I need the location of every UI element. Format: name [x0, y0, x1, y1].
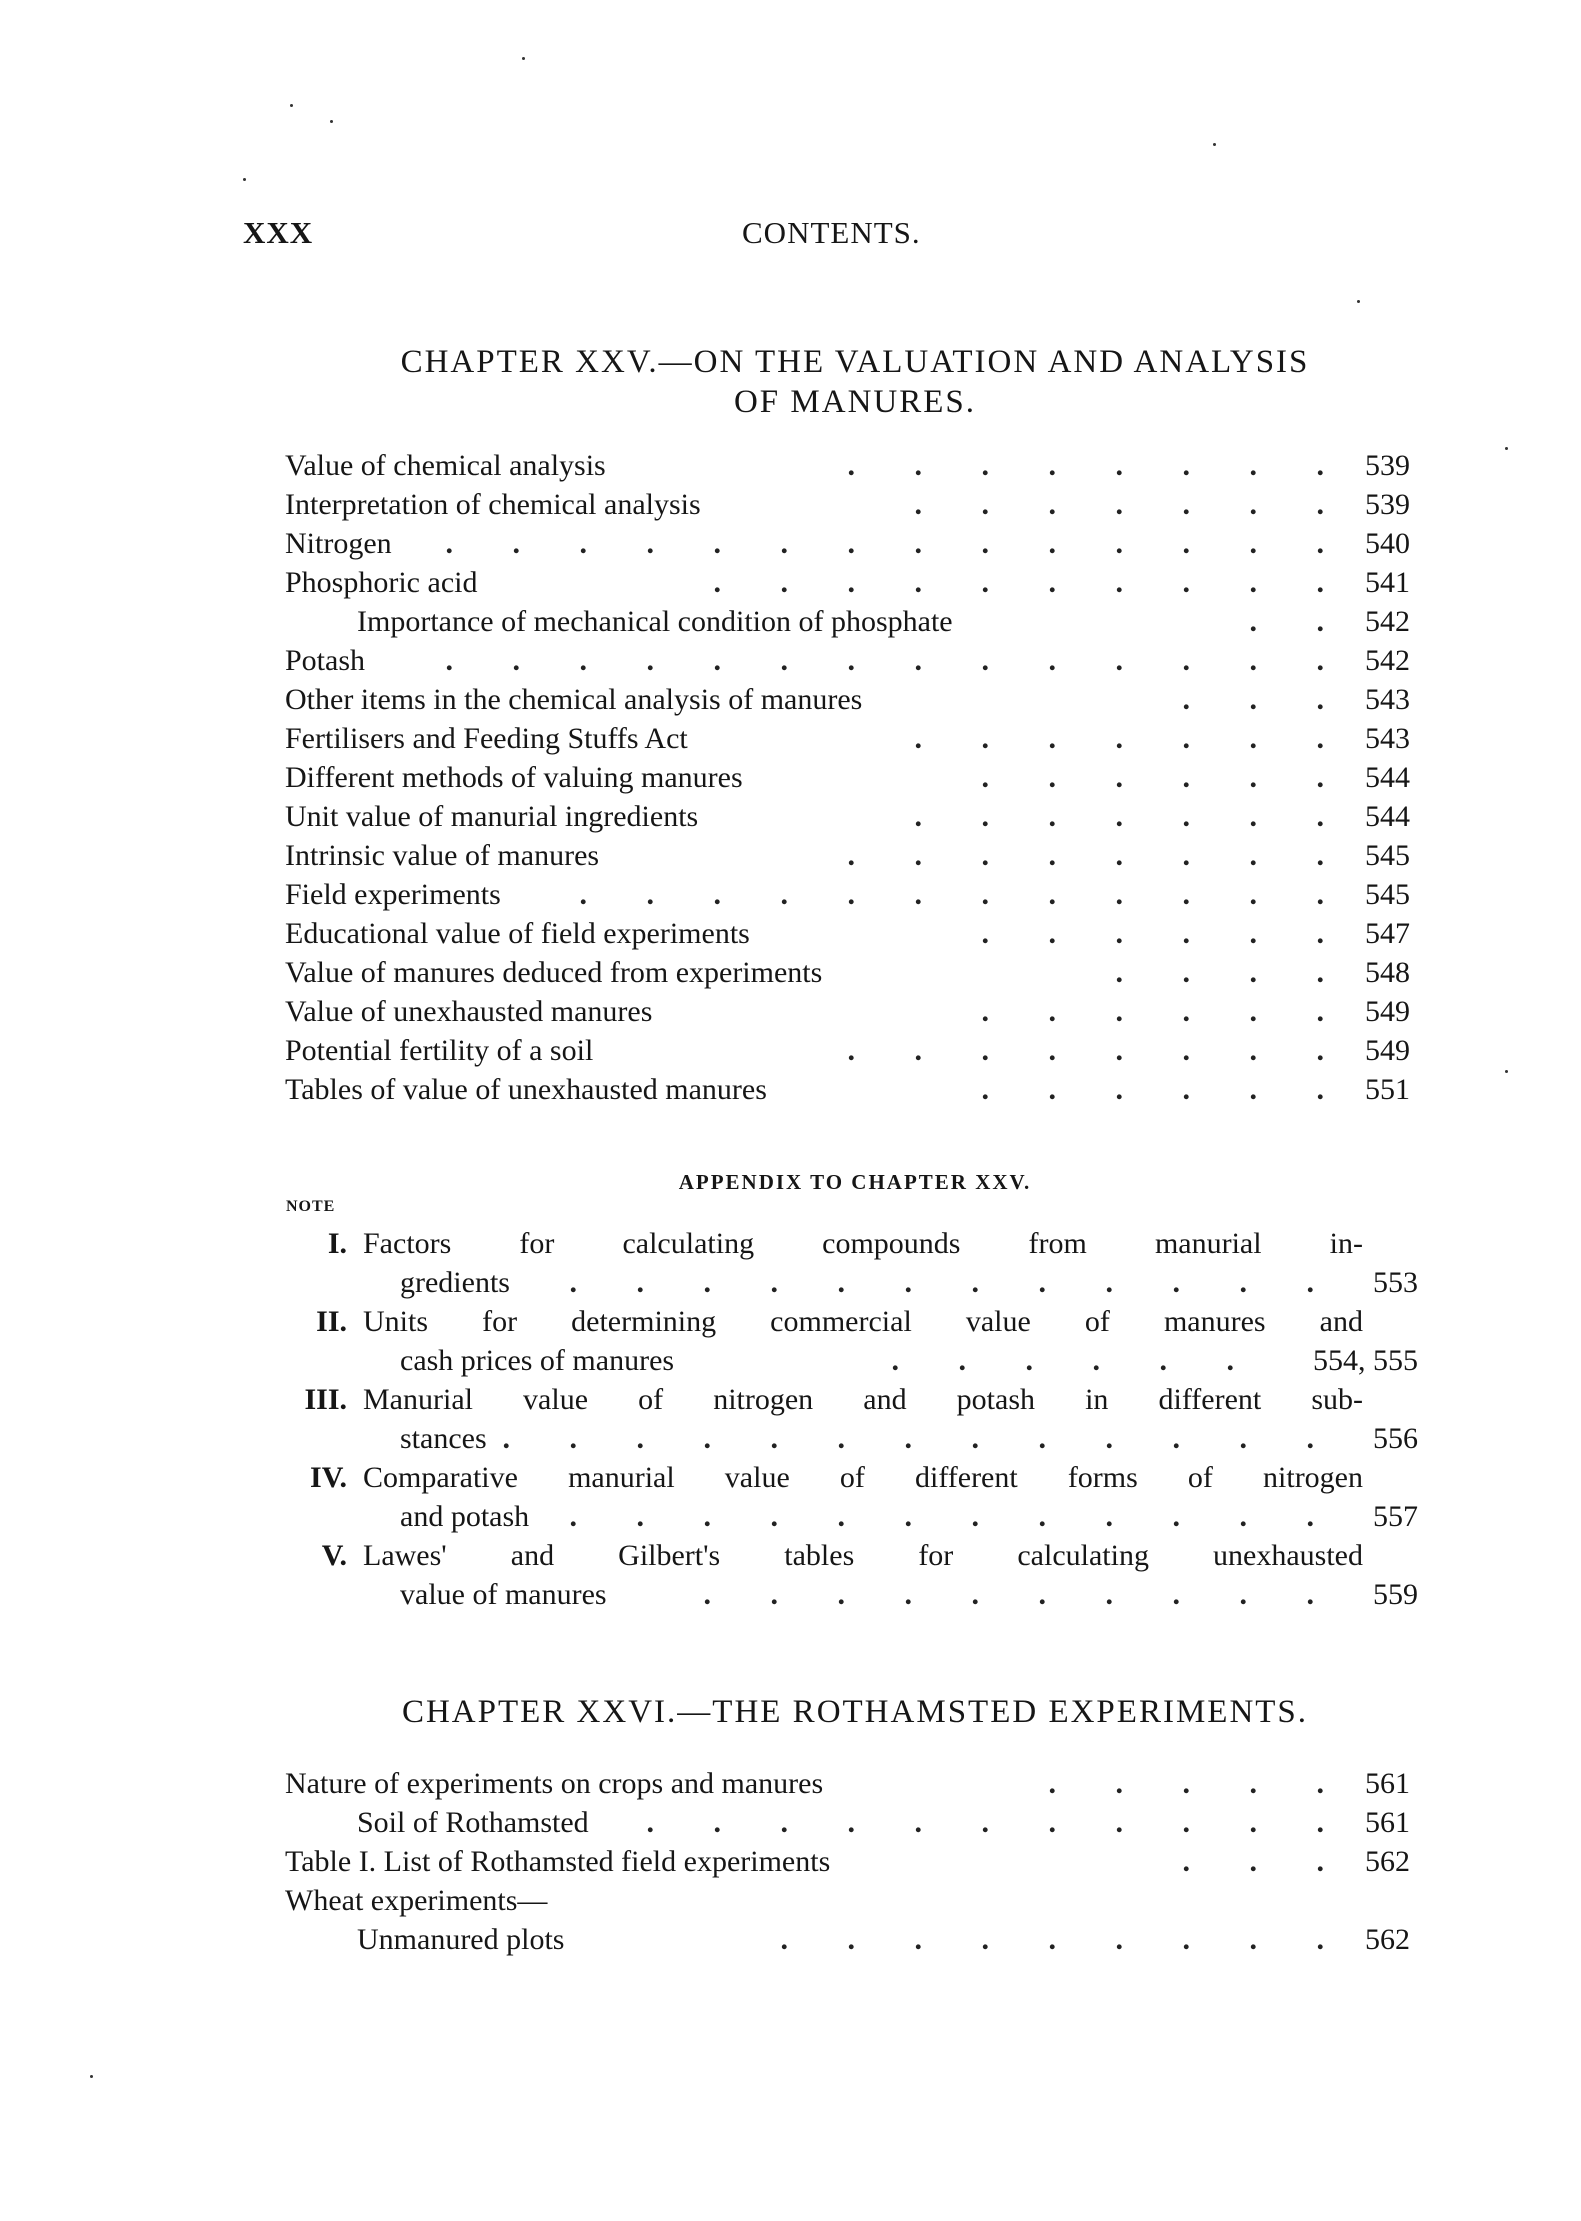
toc-entry-page: 549	[1365, 1034, 1410, 1067]
note-number: II.	[316, 1305, 347, 1338]
note-text-line-2: stances	[400, 1422, 487, 1455]
appendix-note	[285, 1380, 1418, 1458]
leader-dots: . . . . . . . . . . . .	[569, 1500, 1340, 1533]
toc-entry	[285, 1031, 1410, 1070]
leader-dots: . . . . . . . . . . . . .	[502, 1422, 1340, 1455]
note-number: III.	[304, 1383, 347, 1416]
toc-entry-page: 544	[1365, 761, 1410, 794]
note-text-line-1: Lawes' and Gilbert's tables for calculating unexhausted	[363, 1539, 1363, 1572]
leader-dots: . . . . . . .	[914, 800, 1350, 833]
scan-speck	[1505, 1070, 1508, 1073]
toc-entry	[285, 992, 1410, 1031]
scan-speck	[1505, 447, 1508, 450]
toc-entry	[285, 719, 1410, 758]
leader-dots: . . .	[1182, 683, 1350, 716]
toc-entry	[285, 1842, 1410, 1881]
toc-entry	[285, 836, 1410, 875]
toc-entry-page: 543	[1365, 683, 1410, 716]
note-text-line-1: Factors for calculating compounds from manurial in-	[363, 1227, 1363, 1260]
scan-speck	[1213, 143, 1216, 146]
leader-dots: . . . . . . . . . . .	[646, 1806, 1350, 1839]
page-folio: XXX	[243, 215, 314, 250]
toc-entry-page: 542	[1365, 644, 1410, 677]
leader-dots: . . . . . . . . . . . .	[569, 1266, 1340, 1299]
leader-dots: . . . . .	[1048, 1767, 1350, 1800]
leader-dots: . . . . . .	[981, 1073, 1350, 1106]
toc-entry-page: 539	[1365, 488, 1410, 521]
leader-dots: . . . . . .	[891, 1344, 1260, 1377]
toc-entry	[285, 953, 1410, 992]
note-page: 556	[1373, 1422, 1418, 1455]
toc-entry-text: Wheat experiments—	[285, 1884, 548, 1917]
toc-entry	[285, 1803, 1410, 1842]
leader-dots: . . . . . . . .	[847, 1034, 1350, 1067]
toc-entry-page: 539	[1365, 449, 1410, 482]
toc-entry-text: Educational value of field experiments	[285, 917, 750, 950]
toc-entry-page: 548	[1365, 956, 1410, 989]
toc-entry-page: 544	[1365, 800, 1410, 833]
toc-entry	[285, 680, 1410, 719]
toc-entry-text: Value of manures deduced from experiments	[285, 956, 823, 989]
toc-entry	[285, 485, 1410, 524]
note-page: 559	[1373, 1578, 1418, 1611]
appendix-notes	[285, 1224, 1418, 1614]
toc-entry-text: Importance of mechanical condition of phosphate	[357, 605, 953, 638]
appendix-note	[285, 1302, 1418, 1380]
toc-entry-text: Value of unexhausted manures	[285, 995, 653, 1028]
toc-entry	[285, 446, 1410, 485]
note-text-line-2: and potash	[400, 1500, 530, 1533]
toc-entry-text: Potential fertility of a soil	[285, 1034, 594, 1067]
note-label: NOTE	[286, 1198, 336, 1215]
toc-entry-page: 547	[1365, 917, 1410, 950]
leader-dots: . . . .	[1115, 956, 1350, 989]
running-head	[0, 215, 1581, 255]
toc-entry-text: Unmanured plots	[357, 1923, 565, 1956]
toc-entry-page: 549	[1365, 995, 1410, 1028]
note-text-line-2: gredients	[400, 1266, 510, 1299]
leader-dots: . . . . . . . . . .	[713, 566, 1350, 599]
chapter-26-entries	[285, 1764, 1410, 1959]
toc-entry-text: Other items in the chemical analysis of manures	[285, 683, 863, 716]
scan-speck	[243, 178, 246, 181]
leader-dots: . . .	[1182, 1845, 1350, 1878]
toc-entry-page: 551	[1365, 1073, 1410, 1106]
note-page: 554, 555	[1313, 1344, 1418, 1377]
scan-speck	[90, 2075, 93, 2078]
toc-entry	[285, 641, 1410, 680]
chapter-26-title: CHAPTER XXVI.—THE ROTHAMSTED EXPERIMENTS.	[401, 1694, 1309, 1730]
scan-speck	[290, 104, 293, 107]
toc-entry-text: Nature of experiments on crops and manures	[285, 1767, 824, 1800]
toc-entry-text: Fertilisers and Feeding Stuffs Act	[285, 722, 688, 755]
toc-entry-page: 541	[1365, 566, 1410, 599]
leader-dots: . . . . . .	[981, 995, 1350, 1028]
leader-dots: . . . . . . . . . . . . . .	[445, 644, 1350, 677]
note-number: I.	[327, 1227, 347, 1260]
chapter-25-title	[290, 342, 1420, 422]
leader-dots: . . . . . . . . . . . .	[579, 878, 1350, 911]
toc-entry-page: 562	[1365, 1845, 1410, 1878]
chapter-25-entries	[285, 446, 1410, 1109]
appendix-note	[285, 1536, 1418, 1614]
toc-entry	[285, 563, 1410, 602]
toc-entry-page: 545	[1365, 878, 1410, 911]
toc-entry-text: Different methods of valuing manures	[285, 761, 743, 794]
toc-entry-text: Soil of Rothamsted	[357, 1806, 589, 1839]
note-text-line-1: Manurial value of nitrogen and potash in different sub-	[363, 1383, 1363, 1416]
note-number: IV.	[310, 1461, 347, 1494]
toc-entry	[285, 1920, 1410, 1959]
toc-entry-text: Value of chemical analysis	[285, 449, 606, 482]
note-text-line-2: cash prices of manures	[400, 1344, 675, 1377]
toc-entry-page: 562	[1365, 1923, 1410, 1956]
toc-entry-text: Unit value of manurial ingredients	[285, 800, 699, 833]
scan-speck	[522, 57, 525, 60]
toc-entry	[285, 875, 1410, 914]
note-text-line-1: Units for determining commercial value of manures and	[363, 1305, 1363, 1338]
toc-entry	[285, 914, 1410, 953]
toc-entry-page: 545	[1365, 839, 1410, 872]
note-number: V.	[321, 1539, 347, 1572]
toc-entry	[285, 1881, 1410, 1920]
toc-entry-page: 540	[1365, 527, 1410, 560]
scan-speck	[330, 120, 333, 123]
toc-entry	[285, 758, 1410, 797]
appendix-note	[285, 1224, 1418, 1302]
leader-dots: . . . . . .	[981, 761, 1350, 794]
toc-entry-text: Tables of value of unexhausted manures	[285, 1073, 767, 1106]
leader-dots: . . . . . . . . .	[780, 1923, 1350, 1956]
leader-dots: . . . . . . .	[914, 722, 1350, 755]
leader-dots: . . . . . . .	[914, 488, 1350, 521]
page-title: CONTENTS.	[742, 215, 921, 250]
toc-entry-text: Field experiments	[285, 878, 501, 911]
toc-entry-text: Nitrogen	[285, 527, 392, 560]
appendix-note	[285, 1458, 1418, 1536]
leader-dots: . . . . . . . . . . . . . .	[445, 527, 1350, 560]
toc-entry-text: Interpretation of chemical analysis	[285, 488, 701, 521]
appendix-title: APPENDIX TO CHAPTER XXV.	[678, 1170, 1032, 1194]
note-page: 557	[1373, 1500, 1418, 1533]
toc-entry-text: Phosphoric acid	[285, 566, 478, 599]
toc-entry	[285, 602, 1410, 641]
toc-entry-page: 561	[1365, 1767, 1410, 1800]
note-text-line-2: value of manures	[400, 1578, 607, 1611]
toc-entry-page: 543	[1365, 722, 1410, 755]
toc-entry-page: 561	[1365, 1806, 1410, 1839]
leader-dots: . . . . . . . .	[847, 449, 1350, 482]
leader-dots: . . . . . . . .	[847, 839, 1350, 872]
leader-dots: . .	[1249, 605, 1350, 638]
leader-dots: . . . . . .	[981, 917, 1350, 950]
toc-entry-text: Table I. List of Rothamsted field experiments	[285, 1845, 831, 1878]
note-page: 553	[1373, 1266, 1418, 1299]
chapter-25-title-line-2: OF MANURES.	[733, 384, 977, 420]
note-text-line-1: Comparative manurial value of different forms of nitrogen	[363, 1461, 1363, 1494]
toc-entry	[285, 797, 1410, 836]
scan-speck	[1357, 300, 1360, 303]
toc-entry-text: Potash	[285, 644, 366, 677]
toc-entry-text: Intrinsic value of manures	[285, 839, 600, 872]
toc-entry	[285, 524, 1410, 563]
toc-entry	[285, 1070, 1410, 1109]
toc-entry-page: 542	[1365, 605, 1410, 638]
toc-entry	[285, 1764, 1410, 1803]
chapter-25-title-line-1: CHAPTER XXV.—ON THE VALUATION AND ANALYSIS	[400, 344, 1310, 380]
leader-dots: . . . . . . . . . .	[703, 1578, 1340, 1611]
